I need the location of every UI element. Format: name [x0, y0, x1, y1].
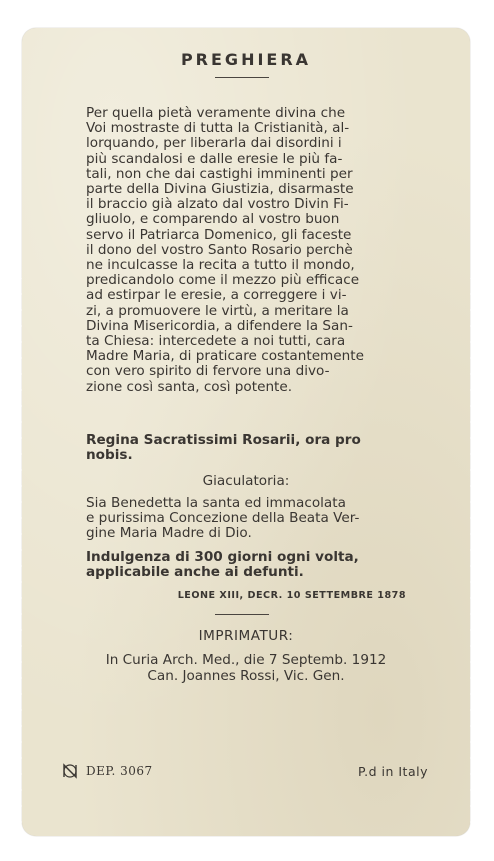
prayer-line: gliuolo, e comparendo al vostro buon [86, 211, 340, 228]
invocation-line: Regina Sacratissimi Rosarii, ora pro [86, 432, 361, 448]
prayer-line: ta Chiesa: intercedete a noi tutti, cara [86, 333, 346, 350]
prayer-line: parte della Divina Giustizia, disarmaste [86, 181, 354, 198]
prayer-line: Per quella pietà veramente divina che [86, 105, 346, 121]
imprimatur-heading: IMPRIMATUR: [198, 628, 294, 644]
card-content [22, 28, 470, 836]
giaculatoria-line: gine Maria Madre di Dio. [86, 525, 252, 542]
prayer-text [86, 106, 404, 395]
section-divider [215, 614, 269, 615]
printed-in-italy: P.d in Italy [358, 764, 428, 779]
prayer-line: zione così santa, così potente. [86, 378, 293, 395]
invocation-line: nobis. [86, 447, 133, 464]
prayer-line: Madre Maria, di praticare costantemente [86, 348, 364, 365]
prayer-title: PREGHIERA [180, 50, 312, 69]
prayer-line: ad estirpar le eresie, a correggere i vi- [86, 287, 347, 304]
indulgence-line: Indulgenza di 300 giorni ogni volta, [86, 549, 359, 565]
prayer-line: ne inculcasse la recita a tutto il mondo, [86, 257, 355, 274]
indulgence-note [86, 550, 404, 580]
prayer-line: Divina Misericordia, a difendere la San- [86, 317, 353, 334]
prayer-line: zi, a promuovere le virtù, a meritare la [86, 302, 349, 319]
giaculatoria-line: Sia Benedetta la santa ed immacolata [86, 495, 346, 511]
curia-line: Can. Joannes Rossi, Vic. Gen. [147, 668, 345, 684]
imprimatur-text [22, 652, 470, 684]
prayer-line: più scandalosi e dalle eresie le più fa- [86, 150, 343, 167]
giaculatoria-text [86, 496, 404, 542]
prayer-line: il braccio già alzato dal vostro Divin Fi- [86, 196, 349, 213]
prayer-line: con vero spirito di fervore una divo- [86, 363, 330, 380]
indulgence-line: applicabile anche ai defunti. [86, 564, 304, 581]
giaculatoria-heading: Giaculatoria: [202, 473, 290, 489]
invocation [86, 433, 404, 463]
prayer-line: tali, non che dai castighi imminenti per [86, 165, 353, 182]
prayer-line: lorquando, per liberarla dai disordini i [86, 135, 342, 152]
prayer-line: Voi mostraste di tutta la Cristianità, al- [86, 120, 350, 137]
decree-reference: LEONE XIII, DECR. 10 SETTEMBRE 1878 [177, 590, 406, 601]
holy-card-back [22, 28, 470, 836]
prayer-line: il dono del vostro Santo Rosario perchè [86, 241, 353, 258]
prayer-line: predicandolo come il mezzo più efficace [86, 272, 360, 289]
giaculatoria-line: e purissima Concezione della Beata Ver- [86, 510, 360, 527]
monogram-logo-icon [60, 761, 80, 781]
prayer-line: servo il Patriarca Domenico, gli faceste [86, 226, 352, 243]
deposit-number: DEP. 3067 [86, 764, 153, 778]
curia-line: In Curia Arch. Med., die 7 Septemb. 1912 [105, 652, 387, 668]
title-divider [215, 77, 269, 78]
